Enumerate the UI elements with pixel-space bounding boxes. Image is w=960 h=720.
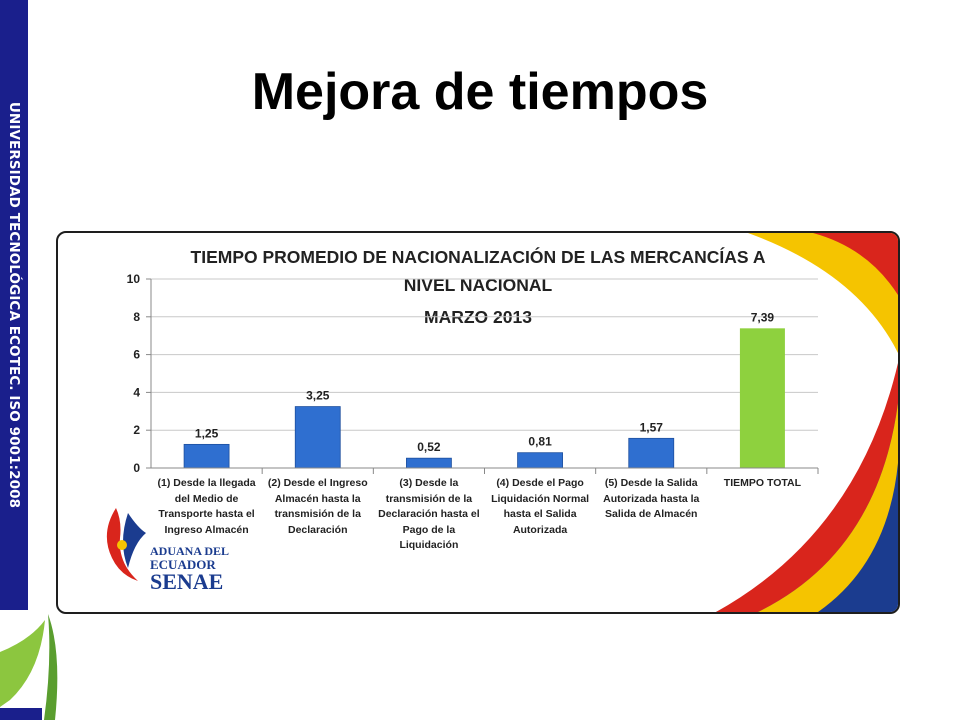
- logo-line2: ECUADOR: [150, 557, 216, 572]
- y-tick-label: 6: [133, 347, 140, 362]
- data-label: 1,25: [194, 426, 219, 441]
- y-tick-label: 10: [126, 272, 140, 286]
- bar: [740, 328, 785, 468]
- chart-panel: [56, 231, 900, 614]
- x-category-label-line: Declaración hasta el: [378, 508, 480, 520]
- bar: [406, 458, 451, 468]
- data-label: 1,57: [639, 420, 663, 435]
- x-category-label-line: transmisión de la: [274, 508, 361, 520]
- x-category-label-line: transmisión de la: [385, 492, 473, 505]
- logo-line1: ADUANA DEL: [150, 544, 230, 558]
- senae-swirl-blue: [123, 513, 146, 568]
- senae-logo: [98, 503, 258, 603]
- x-category-label: [595, 476, 707, 523]
- x-category-label-line: Salida de Almacén: [605, 508, 698, 520]
- university-name: UNIVERSIDAD TECNOLÓGICA ECOTEC. ISO 9001:2008: [6, 101, 22, 509]
- x-category-label-line: Transporte hasta el: [158, 508, 255, 520]
- bar: [518, 453, 563, 468]
- data-label: 0,52: [417, 440, 441, 455]
- chart-axis: [127, 272, 818, 475]
- x-category-label-line: Declaración: [287, 523, 348, 536]
- x-category-label-line: (5) Desde la Salida: [604, 477, 698, 489]
- data-label: 7,39: [750, 310, 775, 325]
- y-tick-label: 4: [133, 385, 140, 400]
- y-tick-label: 2: [133, 423, 140, 438]
- data-label: 0,81: [528, 434, 552, 449]
- x-category-label: [373, 476, 485, 554]
- bar: [295, 407, 340, 468]
- y-tick-label: 8: [133, 309, 140, 324]
- x-category-label-line: Autorizada hasta la: [603, 492, 700, 505]
- data-label: 3,25: [306, 388, 330, 403]
- x-category-label-line: Liquidación Normal: [491, 492, 590, 505]
- y-tick-label: 0: [133, 461, 140, 475]
- bar: [629, 438, 674, 468]
- x-category-label-line: del Medio de: [174, 492, 239, 505]
- x-category-label: [262, 476, 374, 538]
- x-category-label-line: Almacén hasta la: [274, 492, 361, 505]
- senae-dot: [117, 540, 127, 550]
- x-category-label-line: (1) Desde la llegada: [157, 477, 256, 489]
- chart-title-line: MARZO 2013: [424, 307, 532, 327]
- chart-title: [191, 246, 766, 327]
- logo-line3: SENAE: [150, 569, 224, 594]
- x-category-label-line: Pago de la: [402, 523, 456, 536]
- x-category-label-line: TIEMPO TOTAL: [723, 477, 801, 489]
- ecotec-leaf-logo: [0, 612, 70, 720]
- slide-title: Mejora de tiempos: [251, 63, 709, 121]
- x-category-label-line: Ingreso Almacén: [164, 523, 249, 536]
- x-category-label-line: Liquidación: [399, 539, 459, 551]
- x-category-label-line: (2) Desde el Ingreso: [267, 477, 368, 489]
- x-category-label: [706, 476, 818, 492]
- chart-title-line: TIEMPO PROMEDIO DE NACIONALIZACIÓN DE LAS MERCANCÍAS A: [190, 247, 766, 267]
- chart-title-line: NIVEL NACIONAL: [403, 275, 553, 295]
- x-category-label-line: (3) Desde la: [399, 477, 459, 489]
- x-category-label-line: hasta el Salida: [503, 508, 577, 520]
- bar: [184, 444, 229, 468]
- x-category-label: [484, 476, 596, 538]
- x-category-label-line: Autorizada: [512, 523, 568, 536]
- x-category-label-line: (4) Desde el Pago: [496, 477, 584, 489]
